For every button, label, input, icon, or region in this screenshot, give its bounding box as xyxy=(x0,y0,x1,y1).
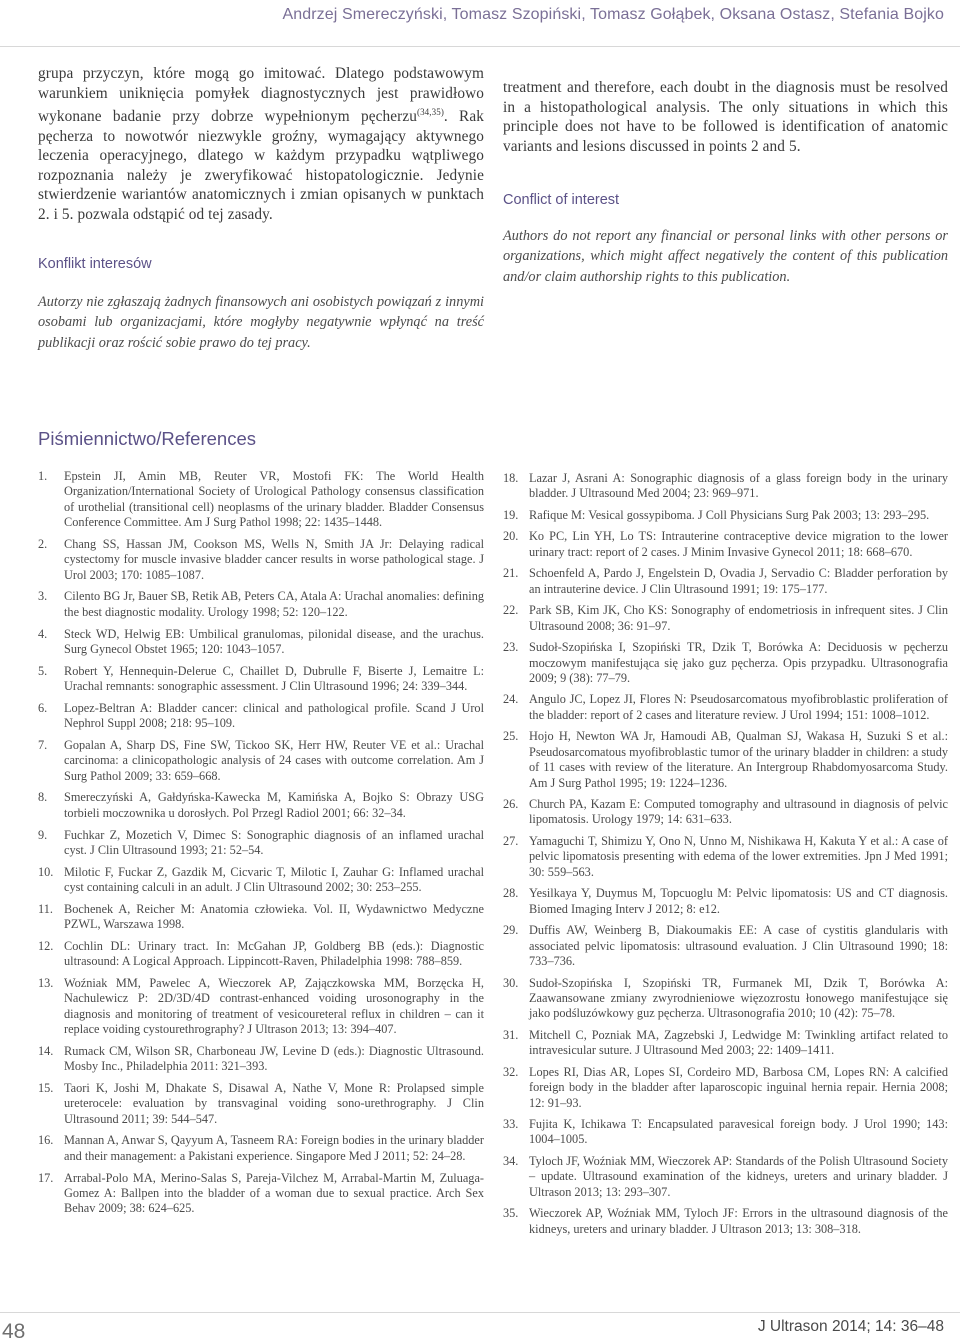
reference-item xyxy=(503,976,948,1022)
reference-number: 12. xyxy=(38,938,54,953)
references-list-right xyxy=(503,471,948,1243)
reference-item xyxy=(503,1028,948,1059)
reference-number: 3. xyxy=(38,589,48,604)
reference-text: Milotic F, Fuckar Z, Gazdik M, Cicvaric T, Milotic I, Zauhar G: Inflamed urachal cyst containing calculi in an adult. J Clin Ultrasound 2002; 30: 253–255. xyxy=(64,864,484,895)
journal-citation: J Ultrason 2014; 14: 36–48 xyxy=(757,1318,944,1335)
body-text-part-2: . Rak pęcherza to nowotwór niezwykle groźny, wymagający aktywnego leczenia operacyjnego, dlatego w każdym przypadku wątpliwego rozpoznania należy je zweryfikować histopatologicznie. Jedynie stwierdzenie wariantów anatomicznych i zmian opisanych w punktach 2. i 5. pozwala odstąpić od tej zasady. xyxy=(38,108,484,223)
reference-number: 22. xyxy=(503,603,519,618)
reference-item xyxy=(503,923,948,969)
body-text-part-1: grupa przyczyn, które mogą go imitować. Dlatego podstawowym warunkiem uniknięcia pomyłek diagnostycznych jest prawidłowo wykonane badanie przy dobrze wypełnionym pęcherzu xyxy=(38,65,484,126)
conflict-heading-en: Conflict of interest xyxy=(503,192,620,208)
reference-item xyxy=(38,1081,484,1127)
reference-item xyxy=(38,738,484,784)
reference-text: Sudoł-Szopińska I, Szopiński TR, Furmanek MI, Dzik T, Borówka A: Zaawansowane zmiany zwyrodnieniowe więzozrostu łonowego manifestujące się jako podśluzówkowy guz pęcherza. Ultrasonografia 2010; 10 (42): 75–78. xyxy=(529,975,948,1021)
reference-text: Schoenfeld A, Pardo J, Engelstein D, Ovadia J, Servadio C: Bladder perforation by an intrauterine device. J Clin Ultrasound 1991; 19: 175–177. xyxy=(529,566,948,596)
reference-text: Lazar J, Asrani A: Sonographic diagnosis of a glass foreign body in the urinary bladder. J Ultrasound Med 2004; 23: 969–971. xyxy=(529,471,948,501)
reference-item xyxy=(38,701,484,732)
references-list-left xyxy=(38,469,484,1223)
reference-item xyxy=(38,939,484,970)
reference-text: Cilento BG Jr, Bauer SB, Retik AB, Peters CA, Atala A: Urachal anomalies: defining the best diagnostic modality. Urology 1998; 52: 120–122. xyxy=(64,589,484,619)
reference-item xyxy=(503,692,948,723)
page-number: 48 xyxy=(2,1320,26,1343)
conflict-heading-pl: Konflikt interesów xyxy=(38,256,152,273)
reference-text: Epstein JI, Amin MB, Reuter VR, Mostofi FK: The World Health Organization/International Society of Urological Pathology consensus classification of urothelial (transitional cell) neoplasms of the urinary bladder. Bladder Consensus Conference Committee. Am J Surg Pathol 1998; 22: 1435–1448. xyxy=(64,469,484,530)
conflict-disclosure-en: Authors do not report any financial or personal links with other persons or organizations, which might affect negatively the content of this publication and/or claim authorship rights to this publication. xyxy=(503,228,948,285)
reference-number: 9. xyxy=(38,827,48,842)
reference-item xyxy=(503,797,948,828)
body-paragraph-pl xyxy=(38,64,484,224)
reference-text: Duffis AW, Weinberg B, Diakoumakis EE: A case of cystitis glandularis with associated pelvic lipomatosis: ultrasound evaluation. J Clin Ultrasound 1990; 18: 733–736. xyxy=(529,923,948,968)
reference-number: 33. xyxy=(503,1117,519,1132)
reference-text: Church PA, Kazam E: Computed tomography and ultrasound in diagnosis of pelvic lipomatosis. Urology 1979; 14: 631–633. xyxy=(529,797,948,827)
reference-number: 14. xyxy=(38,1043,54,1058)
reference-number: 35. xyxy=(503,1206,519,1221)
reference-item xyxy=(38,976,484,1038)
reference-number: 18. xyxy=(503,471,519,485)
reference-item xyxy=(503,1206,948,1237)
reference-text: Wieczorek AP, Woźniak MM, Tyloch JF: Errors in the ultrasound diagnosis of the kidneys, ureters and urinary bladder. J Ultrason 2013; 13: 308–318. xyxy=(529,1206,948,1236)
reference-item xyxy=(38,589,484,620)
reference-item xyxy=(503,471,948,502)
reference-number: 4. xyxy=(38,626,48,641)
reference-number: 6. xyxy=(38,700,48,715)
reference-number: 27. xyxy=(503,833,519,848)
reference-item xyxy=(503,508,948,523)
reference-text: Hojo H, Newton WA Jr, Hamoudi AB, Qualman SJ, Wakasa H, Suzuki S et al.: Pseudosarcomatous myofibroblastic tumor of the urinary bladder in children: a study of 11 cases with review of the literature. An Intergroup Rhabdomyosarcoma Study. Am J Surg Pathol 1995; 19: 1224–1236. xyxy=(529,729,948,790)
footer-divider xyxy=(0,1312,960,1313)
reference-text: Ko PC, Lin YH, Lo TS: Intrauterine contraceptive device migration to the lower urinary tract: report of 2 cases. J Minim Invasive Gynecol 2011; 18: 668–670. xyxy=(529,529,948,559)
reference-text: Smereczyński A, Gałdyńska-Kawecka M, Kamińska A, Bojko S: Obrazy USG torbieli moczownika u dorosłych. Pol Przegl Radiol 2001; 66: 32–34. xyxy=(64,790,484,820)
reference-text: Park SB, Kim JK, Cho KS: Sonography of endometriosis in infrequent sites. J Clin Ultrasound 2008; 36: 91–97. xyxy=(529,603,948,633)
reference-text: Sudoł-Szopińska I, Szopiński TR, Dzik T, Borówka A: Deciduosis w pęcherzu moczowym manifestująca się jako guz pęcherza. Opis przypadku. Ultrasonografia 2009; 9 (38): 77–79. xyxy=(529,640,948,685)
reference-number: 16. xyxy=(38,1133,54,1148)
reference-item xyxy=(38,790,484,821)
reference-number: 5. xyxy=(38,663,48,678)
reference-number: 2. xyxy=(38,536,48,551)
reference-number: 15. xyxy=(38,1080,54,1095)
reference-item xyxy=(503,603,948,634)
reference-item xyxy=(38,537,484,583)
reference-number: 19. xyxy=(503,507,519,522)
reference-item xyxy=(38,865,484,896)
reference-text: Rumack CM, Wilson SR, Charboneau JW, Levine D (eds.): Diagnostic Ultrasound. Mosby Inc., Philadelphia 2011: 321–393. xyxy=(64,1043,484,1074)
reference-item xyxy=(503,834,948,880)
reference-item xyxy=(503,1065,948,1111)
reference-item xyxy=(503,566,948,597)
reference-number: 32. xyxy=(503,1064,519,1079)
reference-text: Mannan A, Anwar S, Qayyum A, Tasneem RA: Foreign bodies in the urinary bladder and their management: a Pakistani experience. Singapore Med J 2011; 52: 24–28. xyxy=(64,1133,484,1163)
reference-number: 30. xyxy=(503,975,519,990)
reference-item xyxy=(38,664,484,695)
reference-number: 13. xyxy=(38,975,54,990)
running-header-authors: Andrzej Smereczyński, Tomasz Szopiński, Tomasz Gołąbek, Oksana Ostasz, Stefania Bojko xyxy=(282,6,944,23)
reference-number: 31. xyxy=(503,1027,519,1042)
reference-text: Bochenek A, Reicher M: Anatomia człowieka. Vol. II, Wydawnictwo Medyczne PZWL, Warszawa 1998. xyxy=(64,901,484,932)
reference-number: 34. xyxy=(503,1153,519,1168)
reference-number: 29. xyxy=(503,923,519,938)
reference-text: Gopalan A, Sharp DS, Fine SW, Tickoo SK, Herr HW, Reuter VE et al.: Urachal carcinoma: a clinicopathologic analysis of 24 cases with outcome correlation. Am J Surg Pathol 2009; 33: 659–668. xyxy=(64,737,484,783)
reference-number: 25. xyxy=(503,729,519,744)
reference-number: 21. xyxy=(503,566,519,581)
reference-text: Robert Y, Hennequin-Delerue C, Chaillet D, Dubrulle F, Biserte J, Lemaitre L: Urachal remnants: sonographic assessment. J Clin Ultrasound 1996; 24: 339–344. xyxy=(64,663,484,694)
reference-number: 11. xyxy=(38,901,53,916)
reference-number: 8. xyxy=(38,790,48,805)
conflict-disclosure-pl: Autorzy nie zgłaszają żadnych finansowych ani osobistych powiązań z innymi osobami lub organizacjami, które mogłyby negatywnie wpłynąć na treść publikacji oraz rościć sobie prawo do tej pracy. xyxy=(38,294,484,351)
reference-item xyxy=(503,886,948,917)
reference-item xyxy=(38,1171,484,1217)
reference-item xyxy=(38,627,484,658)
citation-superscript: (34,35) xyxy=(416,107,444,117)
reference-text: Rafique M: Vesical gossypiboma. J Coll Physicians Surg Pak 2003; 13: 293–295. xyxy=(529,507,930,522)
reference-text: Woźniak MM, Pawelec A, Wieczorek AP, Zajączkowska MM, Borzęcka H, Nachulewicz P: 2D/3D/4D contrast-enhanced voiding urosonography in the diagnosis and monitoring of treatment of vesicoureteral reflux in children – can it replace voiding cystourethrography? J Ultrason 2013; 13: 394–407. xyxy=(64,975,484,1037)
reference-number: 24. xyxy=(503,692,519,707)
reference-number: 20. xyxy=(503,529,519,544)
reference-text: Arrabal-Polo MA, Merino-Salas S, Pareja-Vilchez M, Arrabal-Martin M, Zuluaga-Gomez A: Ballpen into the bladder of a woman due to sexual practice. Arch Sex Behav 2009; 38: 624–625. xyxy=(64,1170,484,1216)
reference-text: Mitchell C, Pozniak MA, Zagzebski J, Ledwidge M: Twinkling artifact related to intravesicular suture. J Ultrasound Med 2003; 22: 1409–1411. xyxy=(529,1027,948,1058)
reference-text: Yamaguchi T, Shimizu Y, Ono N, Unno M, Nishikawa H, Kakuta Y et al.: A case of pelvic lipomatosis presenting with edema of the lower extremities. Jpn J Med 1991; 30: 559–563. xyxy=(529,833,948,879)
reference-number: 1. xyxy=(38,469,48,483)
reference-item xyxy=(503,529,948,560)
reference-text: Cochlin DL: Urinary tract. In: McGahan JP, Goldberg BB (eds.): Diagnostic ultrasound: A Logical Approach. Lippincott-Raven, Philadelphia 1998: 788–859. xyxy=(64,938,484,969)
reference-number: 28. xyxy=(503,886,519,901)
reference-item xyxy=(38,828,484,859)
reference-item xyxy=(503,1154,948,1200)
reference-number: 26. xyxy=(503,797,519,812)
reference-item xyxy=(503,1117,948,1148)
page-header xyxy=(0,0,960,47)
right-column xyxy=(503,78,948,287)
reference-number: 7. xyxy=(38,737,48,752)
left-column xyxy=(38,64,484,353)
reference-text: Tyloch JF, Woźniak MM, Wieczorek AP: Standards of the Polish Ultrasound Society – update. Ultrasound examination of the kidneys, ureters and urinary bladder. J Ultrason 2013; 13: 293–307. xyxy=(529,1153,948,1199)
reference-number: 10. xyxy=(38,864,54,879)
reference-number: 17. xyxy=(38,1170,54,1185)
reference-text: Lopez-Beltran A: Bladder cancer: clinical and pathological profile. Scand J Urol Nephrol Suppl 2008; 218: 95–109. xyxy=(64,700,484,731)
reference-text: Fuchkar Z, Mozetich V, Dimec S: Sonographic diagnosis of an inflamed urachal cyst. J Clin Ultrasound 1993; 21: 52–54. xyxy=(64,827,484,857)
reference-text: Lopes RI, Dias AR, Lopes SI, Cordeiro MD, Barbosa CM, Lopes RN: A calcified foreign body in the bladder after laparoscopic inguinal hernia repair. Hernia 2008; 12: 91–93. xyxy=(529,1064,948,1110)
reference-text: Steck WD, Helwig EB: Umbilical granulomas, pilonidal disease, and the urachus. Surg Gynecol Obstet 1965; 120: 1043–1057. xyxy=(64,626,484,656)
body-paragraph-en: treatment and therefore, each doubt in the diagnosis must be resolved in a histopathological analysis. The only situations in which this principle does not have to be followed is identification of anatomic variants and lesions discussed in points 2 and 5. xyxy=(503,79,948,155)
reference-item xyxy=(38,902,484,933)
reference-item xyxy=(38,1044,484,1075)
reference-text: Chang SS, Hassan JM, Cookson MS, Wells N, Smith JA Jr: Delaying radical cystectomy for muscle invasive bladder cancer results in worse pathological stage. J Urol 2003; 170: 1085–1087. xyxy=(64,536,484,582)
reference-text: Taori K, Joshi M, Dhakate S, Disawal A, Nathe V, Mone R: Prolapsed simple ureterocele: evaluation by transvaginal voiding sono-urethrography. J Clin Ultrasound 2011; 39: 544–547. xyxy=(64,1080,484,1126)
reference-text: Yesilkaya Y, Duymus M, Topcuoglu M: Pelvic lipomatosis: US and CT diagnosis. Biomed Imaging Interv J 2012; 8: e12. xyxy=(529,886,948,916)
reference-item xyxy=(503,640,948,686)
reference-item xyxy=(38,1133,484,1164)
reference-number: 23. xyxy=(503,640,519,655)
references-title: Piśmiennictwo/References xyxy=(38,428,256,449)
reference-text: Angulo JC, Lopez JI, Flores N: Pseudosarcomatous myofibroblastic proliferation of the bladder: report of 2 cases and literature review. J Urol 1994; 151: 1008–1012. xyxy=(529,692,948,722)
reference-item xyxy=(503,729,948,791)
reference-text: Fujita K, Ichikawa T: Encapsulated paravesical foreign body. J Urol 1990; 143: 1004–1005. xyxy=(529,1117,948,1147)
reference-item xyxy=(38,469,484,531)
